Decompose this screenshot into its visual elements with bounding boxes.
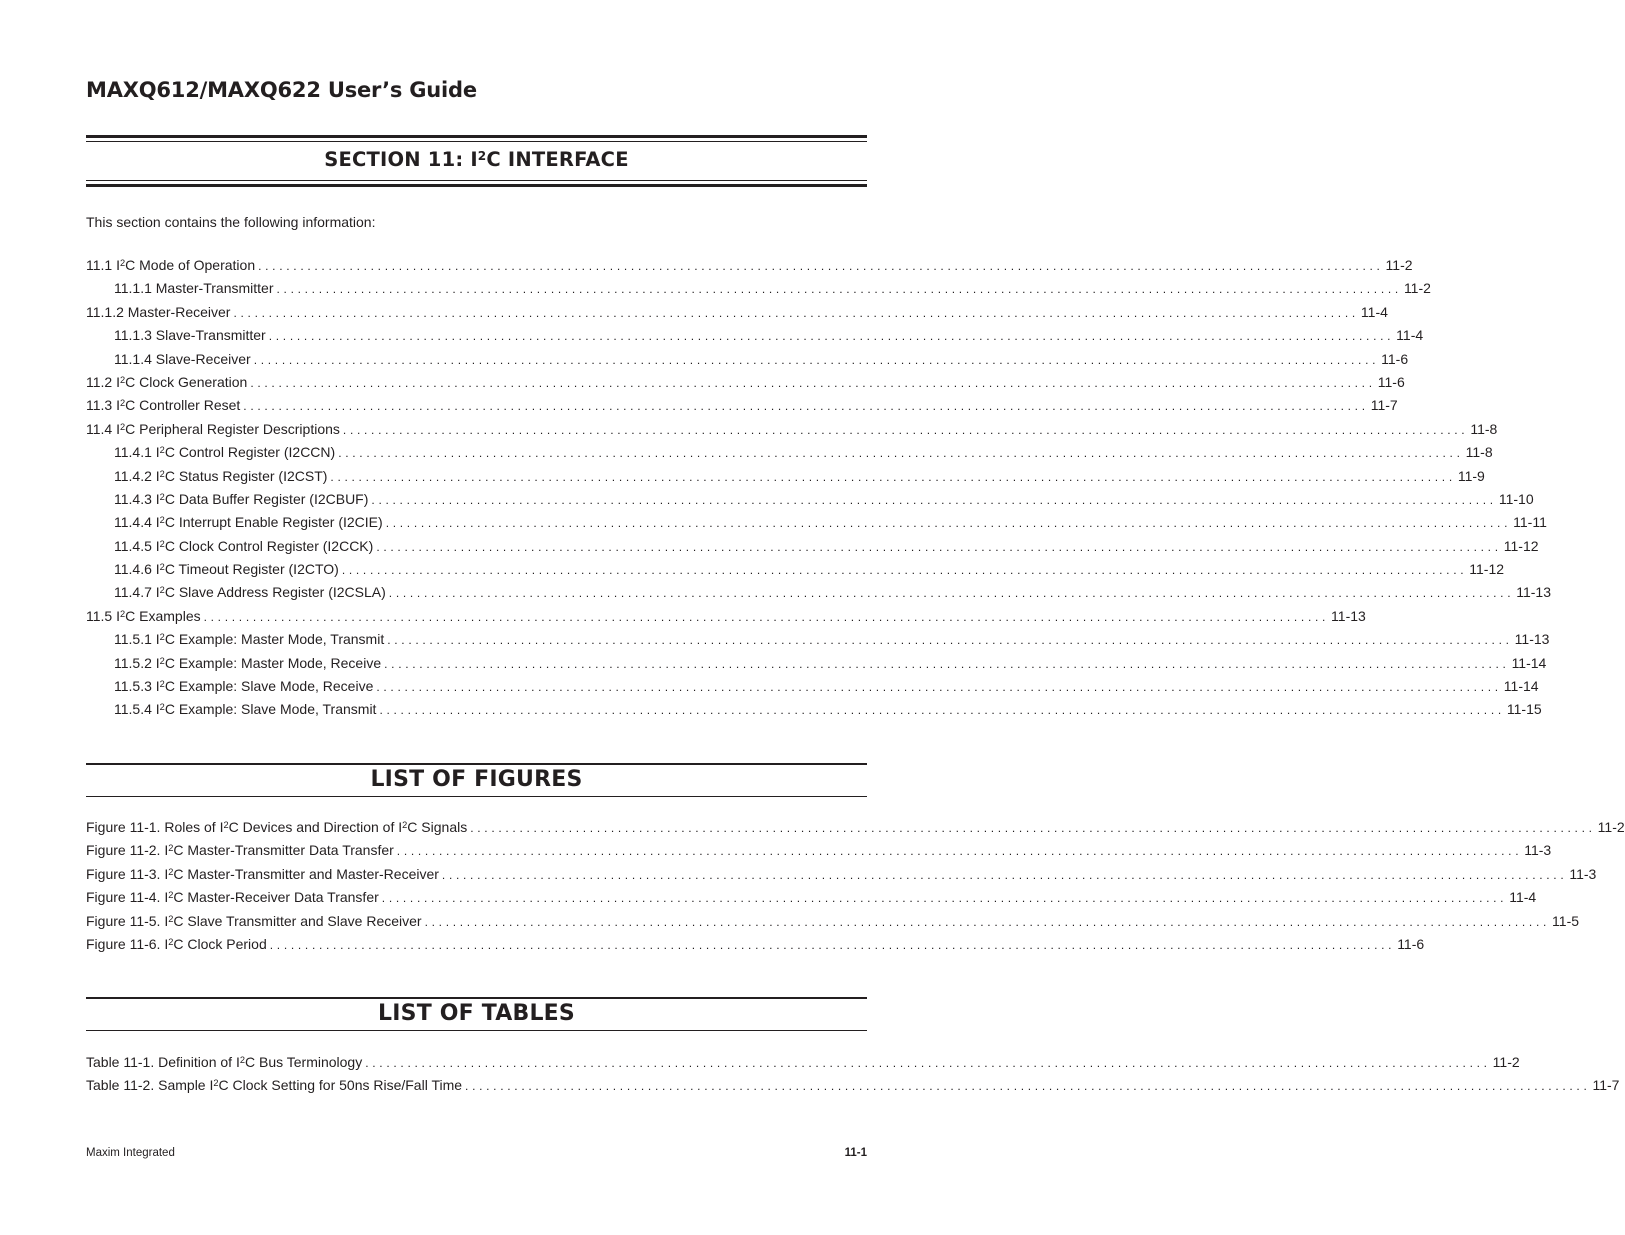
entry-label-sup: 2 <box>168 843 174 854</box>
toc-entry[interactable] <box>86 441 1493 464</box>
entry-label-pre: Table 11-1. Definition of I <box>86 1054 240 1070</box>
dot-leader: ................................................................................................................................................................ <box>250 375 1376 390</box>
entry-label-post: C Controller Reset <box>125 397 241 414</box>
entry-label <box>114 511 383 534</box>
intro-text: This section contains the following information: <box>86 214 376 230</box>
dot-leader: ................................................................................................................................................................ <box>269 937 1396 952</box>
entry-label-pre: 11.1.2 Master-Receiver <box>86 303 231 320</box>
entry-label <box>86 418 340 441</box>
entry-label <box>86 371 247 394</box>
toc-entry[interactable] <box>86 558 1505 581</box>
dot-leader: ................................................................................................................................................................ <box>381 891 1508 906</box>
document-title: MAXQ612/MAXQ622 User’s Guide <box>86 78 477 102</box>
figures-rule-bottom <box>86 796 867 797</box>
tables-heading: LIST OF TABLES <box>378 1001 575 1026</box>
entry-page-number: 11-4 <box>1509 889 1537 906</box>
entry-label-pre: 11.4.5 I <box>114 537 160 554</box>
entry-label-sup: 2 <box>120 374 126 385</box>
figure-entry[interactable] <box>86 839 1552 862</box>
entry-label <box>114 675 373 698</box>
entry-page-number: 11-13 <box>1514 631 1550 648</box>
entry-page-number: 11-2 <box>1597 819 1625 835</box>
entry-label-pre: 11.4.1 I <box>114 444 160 461</box>
entry-label-sup: 2 <box>159 632 165 643</box>
entry-label <box>86 1074 462 1097</box>
dot-leader: ................................................................................................................................................................ <box>387 633 1513 648</box>
entry-page-number: 11-6 <box>1397 935 1425 952</box>
entry-page-number: 11-6 <box>1377 373 1405 390</box>
toc-entry[interactable] <box>86 535 1539 558</box>
entry-page-number: 11-14 <box>1511 654 1547 671</box>
dot-leader: ................................................................................................................................................................ <box>384 656 1510 671</box>
entry-label-sup2: 2 <box>402 819 408 830</box>
entry-label <box>114 581 386 604</box>
dot-leader: ................................................................................................................................................................ <box>338 446 1464 461</box>
entry-label-post: C Clock Generation <box>125 373 248 390</box>
dot-leader: ................................................................................................................................................................ <box>441 867 1568 882</box>
entry-label <box>86 605 201 628</box>
entry-page-number: 11-11 <box>1513 514 1547 531</box>
toc-entry[interactable] <box>86 465 1485 488</box>
entry-label <box>86 933 267 956</box>
entry-label-pre: Figure 11-2. I <box>86 842 169 859</box>
entry-label-post: C Example: Master Mode, Transmit <box>164 631 385 648</box>
entry-label-post: C Master-Transmitter and Master-Receiver <box>173 865 439 882</box>
entry-label-pre: 11.2 I <box>86 373 120 390</box>
entry-label <box>114 441 335 464</box>
dot-leader: ................................................................................................................................................................ <box>330 469 1456 484</box>
dot-leader: ................................................................................................................................................................ <box>371 492 1497 507</box>
entry-label-post: C Timeout Register (I2CTO) <box>164 561 339 578</box>
table-of-contents <box>86 254 1552 722</box>
entry-label-sup: 2 <box>159 515 165 526</box>
entry-label-post: C Clock Period <box>173 935 267 952</box>
entry-label-sup: 2 <box>213 1078 219 1089</box>
dot-leader: ................................................................................................................................................................ <box>233 305 1359 320</box>
entry-label <box>86 910 422 933</box>
entry-label-sup: 2 <box>239 1054 245 1065</box>
entry-label-post: C Master-Receiver Data Transfer <box>173 889 379 906</box>
entry-page-number: 11-2 <box>1403 280 1431 297</box>
entry-page-number: 11-14 <box>1503 678 1539 695</box>
table-entry[interactable] <box>86 1051 1520 1074</box>
entry-label <box>114 558 339 581</box>
figure-entry[interactable] <box>86 910 1580 933</box>
section-heading-suffix: C INTERFACE <box>486 148 629 171</box>
entry-label-pre: 11.4.7 I <box>114 584 160 601</box>
entry-label-pre: 11.1 I <box>86 257 120 273</box>
entry-page-number: 11-10 <box>1498 490 1534 507</box>
entry-label <box>86 863 439 886</box>
entry-label-pre: Table 11-2. Sample I <box>86 1077 214 1094</box>
entry-label-pre: Figure 11-6. I <box>86 935 169 952</box>
entry-label-sup: 2 <box>159 585 165 596</box>
table-entry[interactable] <box>86 1074 1620 1097</box>
entry-label-sup: 2 <box>168 913 174 924</box>
entry-label <box>114 698 376 721</box>
entry-label-sup: 2 <box>168 890 174 901</box>
entry-label-post: C Mode of Operation <box>125 257 256 273</box>
entry-label-post: C Example: Slave Mode, Receive <box>164 678 374 695</box>
dot-leader: ................................................................................................................................................................ <box>385 516 1512 531</box>
entry-label-pre: 11.5.3 I <box>114 678 160 695</box>
entry-label-sup: 2 <box>120 608 126 619</box>
entry-label-post: C Master-Transmitter Data Transfer <box>173 842 394 859</box>
dot-leader: ................................................................................................................................................................ <box>243 399 1369 414</box>
dot-leader: ................................................................................................................................................................ <box>342 422 1469 437</box>
entry-page-number: 11-15 <box>1506 701 1542 718</box>
entry-label-pre: 11.5 I <box>86 607 120 624</box>
entry-label-pre: 11.5.2 I <box>114 654 160 671</box>
dot-leader: ................................................................................................................................................................ <box>268 329 1395 344</box>
toc-entry[interactable] <box>86 394 1398 417</box>
entry-label <box>114 652 381 675</box>
dot-leader: ................................................................................................................................................................ <box>379 703 1505 718</box>
dot-leader: ................................................................................................................................................................ <box>465 1079 1591 1094</box>
entry-label-post: C Clock Setting for 50ns Rise/Fall Time <box>218 1077 463 1094</box>
entry-page-number: 11-3 <box>1569 865 1597 882</box>
toc-entry[interactable] <box>86 652 1547 675</box>
dot-leader: ................................................................................................................................................................ <box>376 680 1502 695</box>
section-rule-top-thin <box>86 141 867 142</box>
entry-label-post: C Bus Terminology <box>244 1054 363 1070</box>
entry-label <box>86 886 379 909</box>
list-of-figures <box>86 816 1625 956</box>
tables-rule-bottom <box>86 1030 867 1031</box>
dot-leader: ................................................................................................................................................................ <box>253 352 1380 367</box>
entry-label-pre: 11.4.3 I <box>114 490 160 507</box>
entry-label-post2: C Signals <box>407 819 468 835</box>
figure-entry[interactable] <box>86 816 1625 839</box>
dot-leader: ................................................................................................................................................................ <box>276 282 1402 297</box>
entry-label-post: C Interrupt Enable Register (I2CIE) <box>164 514 383 531</box>
entry-label-pre: 11.4.2 I <box>114 467 160 484</box>
entry-label-sup: 2 <box>168 866 174 877</box>
toc-entry[interactable] <box>86 324 1424 347</box>
entry-label <box>114 348 251 371</box>
footer-page-number: 11-1 <box>844 1147 867 1159</box>
footer-company: Maxim Integrated <box>86 1147 175 1159</box>
dot-leader: ................................................................................................................................................................ <box>396 844 1523 859</box>
entry-label <box>86 1051 362 1074</box>
entry-label-pre: 11.4.4 I <box>114 514 160 531</box>
entry-label <box>86 394 240 417</box>
entry-label-sup: 2 <box>120 257 126 268</box>
entry-label <box>114 488 368 511</box>
toc-entry[interactable] <box>86 488 1534 511</box>
toc-entry[interactable] <box>86 371 1405 394</box>
toc-entry[interactable] <box>86 277 1431 300</box>
entry-page-number: 11-8 <box>1465 444 1493 461</box>
entry-label <box>114 277 274 300</box>
entry-label <box>114 465 327 488</box>
entry-label <box>86 839 394 862</box>
dot-leader: ................................................................................................................................................................ <box>365 1056 1491 1070</box>
entry-page-number: 11-3 <box>1524 842 1552 859</box>
entry-label-pre: 11.1.4 Slave-Receiver <box>114 350 251 367</box>
toc-entry[interactable] <box>86 348 1409 371</box>
section-heading-prefix: SECTION 11: I <box>324 148 478 171</box>
entry-page-number: 11-4 <box>1396 327 1424 344</box>
entry-label-post: C Examples <box>125 607 201 624</box>
section-rule-top <box>86 135 867 138</box>
toc-entry[interactable] <box>86 605 1366 628</box>
toc-entry[interactable] <box>86 511 1547 534</box>
entry-label-post: C Control Register (I2CCN) <box>164 444 336 461</box>
dot-leader: ................................................................................................................................................................ <box>424 914 1551 929</box>
entry-page-number: 11-7 <box>1592 1077 1620 1094</box>
entry-page-number: 11-12 <box>1503 537 1539 554</box>
entry-label-post: C Example: Master Mode, Receive <box>164 654 382 671</box>
entry-label-pre: Figure 11-1. Roles of I <box>86 819 224 835</box>
entry-label-pre: Figure 11-4. I <box>86 889 169 906</box>
entry-label-sup: 2 <box>159 538 165 549</box>
toc-entry[interactable] <box>86 581 1552 604</box>
entry-label-pre: 11.1.1 Master-Transmitter <box>114 280 274 297</box>
entry-label-sup: 2 <box>159 678 165 689</box>
entry-label-sup: 2 <box>159 468 165 479</box>
toc-entry[interactable] <box>86 698 1542 721</box>
dot-leader: ................................................................................................................................................................ <box>376 539 1502 554</box>
entry-page-number: 11-2 <box>1492 1054 1520 1070</box>
entry-page-number: 11-7 <box>1370 397 1398 414</box>
entry-label-sup: 2 <box>120 398 126 409</box>
figures-heading: LIST OF FIGURES <box>370 767 583 792</box>
entry-label-pre: 11.3 I <box>86 397 120 414</box>
entry-page-number: 11-12 <box>1469 561 1505 578</box>
entry-label <box>114 535 373 558</box>
entry-label-pre: 11.4 I <box>86 420 120 437</box>
entry-page-number: 11-13 <box>1331 607 1366 624</box>
list-of-tables <box>86 1051 1620 1098</box>
dot-leader: ................................................................................................................................................................ <box>470 821 1596 835</box>
toc-entry[interactable] <box>86 301 1388 324</box>
entry-page-number: 11-6 <box>1381 350 1409 367</box>
entry-page-number: 11-5 <box>1552 912 1580 929</box>
entry-label-post: C Example: Slave Mode, Transmit <box>164 701 377 718</box>
entry-page-number: 11-4 <box>1360 303 1388 320</box>
entry-label-pre: 11.5.4 I <box>114 701 160 718</box>
entry-label-post: C Data Buffer Register (I2CBUF) <box>164 490 369 507</box>
entry-page-number: 11-8 <box>1470 420 1498 437</box>
entry-label-pre: Figure 11-3. I <box>86 865 169 882</box>
entry-label-post: C Slave Transmitter and Slave Receiver <box>173 912 422 929</box>
figure-entry[interactable] <box>86 933 1425 956</box>
entry-label-pre: 11.1.3 Slave-Transmitter <box>114 327 266 344</box>
section-rule-bottom <box>86 184 867 187</box>
entry-label-pre: Figure 11-5. I <box>86 912 169 929</box>
dot-leader: ................................................................................................................................................................ <box>388 586 1515 601</box>
entry-label-sup: 2 <box>168 936 174 947</box>
entry-page-number: 11-13 <box>1516 584 1552 601</box>
entry-page-number: 11-9 <box>1457 467 1485 484</box>
entry-page-number: 11-2 <box>1385 257 1413 273</box>
entry-label-sup: 2 <box>159 444 165 455</box>
dot-leader: ................................................................................................................................................................ <box>258 259 1384 273</box>
entry-label-post: C Devices and Direction of I <box>228 819 403 835</box>
entry-label <box>114 324 266 347</box>
entry-label-sup: 2 <box>159 702 165 713</box>
entry-label <box>114 628 384 651</box>
entry-label-pre: 11.4.6 I <box>114 561 160 578</box>
entry-label-pre: 11.5.1 I <box>114 631 160 648</box>
entry-label-sup: 2 <box>120 421 126 432</box>
dot-leader: ................................................................................................................................................................ <box>341 563 1468 578</box>
entry-label-sup: 2 <box>159 491 165 502</box>
toc-entry[interactable] <box>86 675 1539 698</box>
entry-label-sup: 2 <box>223 819 229 830</box>
section-heading <box>86 146 867 174</box>
entry-label-post: C Status Register (I2CST) <box>164 467 328 484</box>
entry-label-sup: 2 <box>159 561 165 572</box>
entry-label-post: C Peripheral Register Descriptions <box>125 420 340 437</box>
section-rule-bottom-thin <box>86 180 867 181</box>
entry-label <box>86 254 255 277</box>
toc-entry[interactable] <box>86 628 1550 651</box>
entry-label-sup: 2 <box>159 655 165 666</box>
figure-entry[interactable] <box>86 863 1597 886</box>
toc-entry[interactable] <box>86 418 1498 441</box>
section-heading-sup: 2 <box>477 148 487 163</box>
entry-label-post: C Clock Control Register (I2CCK) <box>164 537 374 554</box>
entry-label <box>86 816 467 839</box>
entry-label-post: C Slave Address Register (I2CSLA) <box>164 584 386 601</box>
figure-entry[interactable] <box>86 886 1537 909</box>
entry-label <box>86 301 230 324</box>
dot-leader: ................................................................................................................................................................ <box>203 609 1330 624</box>
toc-entry[interactable] <box>86 254 1413 277</box>
